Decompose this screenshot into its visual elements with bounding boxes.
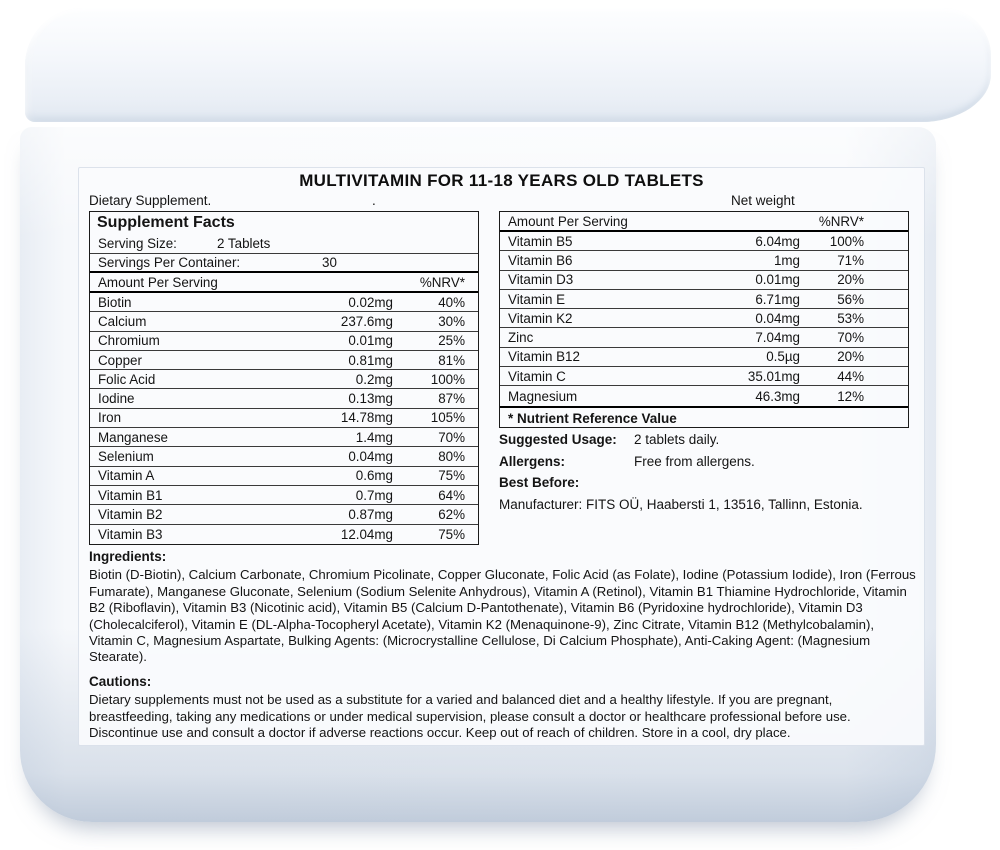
usage-info-block [499, 432, 919, 513]
supplement-facts-table-left [89, 211, 479, 545]
suggested-usage-row [499, 432, 919, 448]
nutrient-row [500, 271, 908, 290]
nutrient-amount: 0.01mg [755, 272, 800, 288]
nutrient-row [90, 293, 478, 312]
cautions-text: Dietary supplements must not be used as a substitute for a varied and balanced diet and a healthy lifestyle. If you are pregnant, breastfeeding, taking any medications or under medical supervision, please consult a doctor or healthcare professional before use. Discontinue use and consult a doctor if adverse reactions occur. Keep out of reach of children. Store in a cool, dry place. [89, 692, 851, 741]
best-before-label: Best Before: [499, 475, 580, 490]
nutrient-row [90, 332, 478, 351]
nutrient-row [90, 486, 478, 505]
nutrient-amount: 14.78mg [340, 410, 393, 426]
nutrient-amount: 0.81mg [348, 352, 393, 368]
nutrient-name: Vitamin C [508, 368, 566, 384]
nutrient-nrv: 20% [837, 349, 864, 365]
nutrient-nrv: 100% [430, 371, 465, 387]
nutrient-row [500, 251, 908, 270]
nutrient-nrv: 30% [438, 313, 465, 329]
nutrient-nrv: 100% [829, 233, 864, 249]
allergens-label: Allergens: [499, 453, 566, 469]
product-title: MULTIVITAMIN FOR 11-18 YEARS OLD TABLETS [299, 171, 704, 190]
nutrient-nrv: 20% [837, 272, 864, 288]
nutrient-nrv: 56% [837, 291, 864, 307]
nutrient-nrv: 87% [438, 391, 465, 407]
nutrient-amount: 0.6mg [355, 468, 393, 484]
nutrient-name: Vitamin B12 [508, 349, 580, 365]
serving-size-row [90, 234, 478, 254]
nutrient-nrv: 75% [438, 468, 465, 484]
nutrient-nrv: 71% [837, 252, 864, 268]
nutrient-row [90, 467, 478, 486]
nutrient-nrv: 75% [438, 526, 465, 542]
nutrient-row [500, 348, 908, 367]
nutrient-nrv: 62% [438, 506, 465, 522]
nutrient-nrv: 64% [438, 487, 465, 503]
nutrient-name: Vitamin D3 [508, 272, 574, 288]
nutrient-row [90, 351, 478, 370]
column-header-row [500, 212, 908, 232]
nutrient-row [90, 370, 478, 389]
nutrient-amount: 0.2mg [355, 371, 393, 387]
nutrient-amount: 0.13mg [348, 391, 393, 407]
suggested-usage-label: Suggested Usage: [499, 432, 617, 447]
nutrient-row [500, 328, 908, 347]
nutrient-row [90, 389, 478, 408]
nutrient-amount: 1.4mg [355, 429, 393, 445]
container-lid [25, 8, 991, 122]
nutrient-name: Biotin [98, 294, 132, 310]
nutrient-amount: 0.04mg [755, 310, 800, 326]
servings-per-container-row [90, 254, 478, 274]
nutrient-nrv: 70% [837, 330, 864, 346]
nutrient-nrv: 80% [438, 449, 465, 465]
serving-size-value: 2 Tablets [217, 235, 271, 251]
allergens-row [499, 454, 919, 470]
supplement-facts-heading: Supplement Facts [97, 214, 235, 231]
allergens-value: Free from allergens. [634, 453, 755, 469]
nutrient-row [500, 367, 908, 386]
nutrient-row [500, 309, 908, 328]
text-blocks [89, 549, 918, 741]
nutrient-nrv: 81% [438, 352, 465, 368]
separator-dot: . [372, 193, 376, 208]
nutrient-name: Vitamin B2 [98, 506, 163, 522]
nutrient-amount: 35.01mg [747, 368, 800, 384]
nutrient-row [500, 232, 908, 251]
nutrient-name: Iodine [98, 391, 135, 407]
container-body [20, 127, 936, 822]
nutrient-rows-right [500, 232, 908, 406]
nrv-header: %NRV* [419, 274, 465, 290]
nutrient-amount: 46.3mg [755, 388, 800, 404]
nutrient-amount: 0.04mg [348, 449, 393, 465]
nutrient-name: Vitamin B3 [98, 526, 163, 542]
nutrient-amount: 0.01mg [348, 333, 393, 349]
nutrient-amount: 0.7mg [355, 487, 393, 503]
product-label [78, 167, 925, 746]
nutrient-amount: 237.6mg [340, 313, 393, 329]
nutrient-row [500, 386, 908, 405]
amount-per-serving-header: Amount Per Serving [98, 274, 218, 290]
nutrient-amount: 0.02mg [348, 294, 393, 310]
servings-per-container-label: Servings Per Container: [98, 254, 241, 270]
nutrient-row [90, 428, 478, 447]
nutrient-nrv: 70% [438, 429, 465, 445]
nutrient-name: Selenium [98, 449, 154, 465]
nutrient-row [90, 312, 478, 331]
nutrient-nrv: 53% [837, 310, 864, 326]
nutrient-amount: 0.87mg [348, 506, 393, 522]
nutrient-name: Manganese [98, 429, 168, 445]
nutrient-name: Zinc [508, 330, 534, 346]
nutrient-name: Vitamin A [98, 468, 155, 484]
nutrient-amount: 6.71mg [755, 291, 800, 307]
nutrient-amount: 7.04mg [755, 330, 800, 346]
nutrient-row [500, 290, 908, 309]
nutrient-nrv: 12% [837, 388, 864, 404]
nutrient-name: Vitamin B5 [508, 233, 573, 249]
ingredients-heading: Ingredients: [89, 549, 167, 564]
nutrient-name: Chromium [98, 333, 160, 349]
amount-per-serving-header: Amount Per Serving [508, 213, 628, 229]
nutrient-name: Iron [98, 410, 122, 426]
nutrient-row [90, 447, 478, 466]
nutrient-name: Copper [98, 352, 142, 368]
nutrient-amount: 1mg [773, 252, 800, 268]
nutrient-row [90, 505, 478, 524]
cautions-heading: Cautions: [89, 673, 152, 689]
nutrient-amount: 0.5µg [766, 349, 800, 365]
nutrient-name: Vitamin B6 [508, 252, 573, 268]
supplement-facts-table-right [499, 211, 909, 428]
nutrient-name: Vitamin B1 [98, 487, 163, 503]
nutrient-name: Magnesium [508, 388, 578, 404]
nutrient-row [90, 525, 478, 544]
nrv-footnote: * Nutrient Reference Value [500, 406, 908, 427]
nutrient-amount: 12.04mg [340, 526, 393, 542]
serving-size-label: Serving Size: [98, 235, 177, 251]
nutrient-nrv: 25% [438, 333, 465, 349]
nutrient-nrv: 105% [430, 410, 465, 426]
dietary-supplement-text: Dietary Supplement. [89, 193, 212, 208]
nutrient-row [90, 409, 478, 428]
best-before-row [499, 475, 919, 491]
servings-per-container-value: 30 [322, 254, 337, 270]
nutrient-name: Folic Acid [98, 371, 156, 387]
suggested-usage-value: 2 tablets daily. [634, 432, 720, 447]
nutrient-nrv: 40% [438, 294, 465, 310]
column-header-row [90, 273, 478, 293]
net-weight-text: Net weight [731, 193, 795, 208]
nutrient-name: Vitamin K2 [508, 310, 573, 326]
nrv-header: %NRV* [818, 213, 864, 229]
nutrient-name: Vitamin E [508, 291, 566, 307]
nutrient-nrv: 44% [837, 368, 864, 384]
ingredients-text: Biotin (D-Biotin), Calcium Carbonate, Chromium Picolinate, Copper Gluconate, Folic Acid (as Folate), Iodine (Potassium Iodide), Iron (Ferrous Fumarate), Manganese Gluconate, Selenium (Sodium Selenite Anhydrous), Vitamin A (Retinol), Vitamin B1 Thiamine Hydrochloride, Vitamin B2 (Riboflavin), Vitamin B3 (Nicotinic acid), Vitamin B5 (Calcium D-Pantothenate), Vitamin B6 (Pyridoxine hydrochloride), Vitamin D3 (Cholecalciferol), Vitamin E (DL-Alpha-Tocopheryl Acetate), Vitamin K2 (Menaquinone-9), Zinc Citrate, Vitamin B12 (Methylcobalamin), Vitamin C, Magnesium Aspartate, Bulking Agents: (Microcrystalline Cellulose, Di Calcium Phosphate), Anti-Caking Agent: (Magnesium Stearate). [89, 567, 916, 665]
nutrient-amount: 6.04mg [755, 233, 800, 249]
nutrient-name: Calcium [98, 313, 147, 329]
manufacturer-text: Manufacturer: FITS OÜ, Haabersti 1, 13516, Tallinn, Estonia. [499, 496, 863, 512]
nutrient-rows-left [90, 293, 478, 544]
